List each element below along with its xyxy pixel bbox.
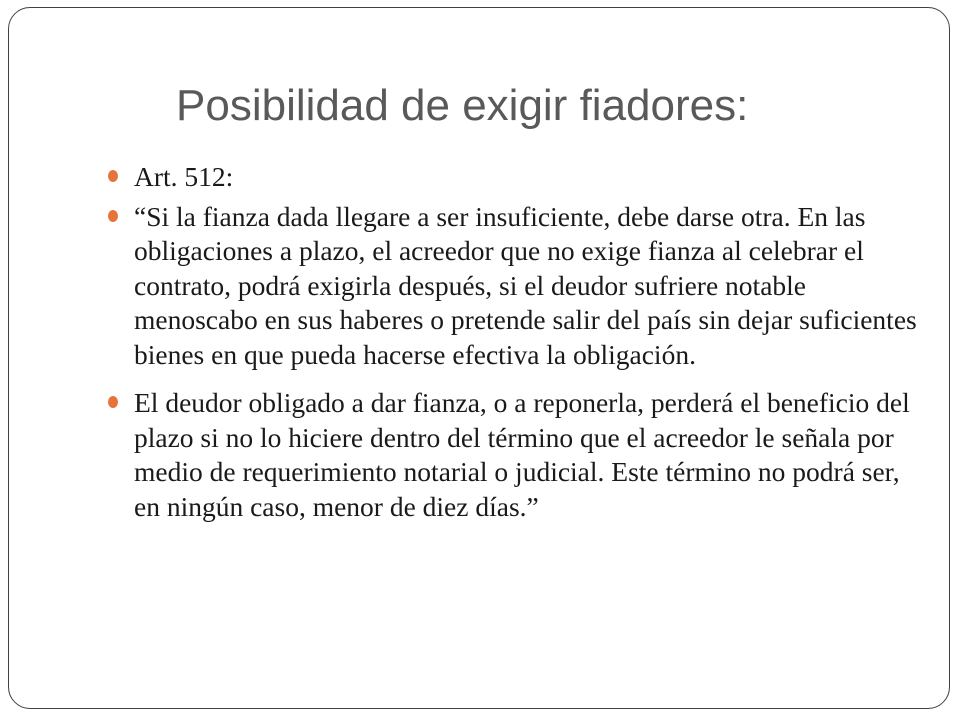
bullet-dot-icon [108,396,118,408]
bullet-item [108,160,918,195]
bullet-text: El deudor obligado a dar fianza, o a reponerla, perderá el beneficio del plazo si no lo hiciere dentro del término que el acreedor le señala por medio de requerimiento notarial o judicial. Este término no podrá ser, en ningún caso, menor de diez días.” [134,387,910,522]
bullet-text: “Si la fianza dada llegare a ser insuficiente, debe darse otra. En las obligaciones a plazo, el acreedor que no exige fianza al celebrar el contrato, podrá exigirla después, si el deudor sufriere notable menoscabo en sus haberes o pretende salir del país sin dejar suficientes bienes en que pueda hacerse efectiva la obligación. [134,200,917,370]
bullet-dot-icon [108,170,118,182]
bullet-list [108,160,918,529]
bullet-text: Art. 512: [134,161,234,192]
bullet-item [108,386,918,524]
slide-title: Posibilidad de exigir fiadores: [176,81,749,130]
bullet-dot-icon [108,210,118,222]
bullet-item [108,200,918,373]
